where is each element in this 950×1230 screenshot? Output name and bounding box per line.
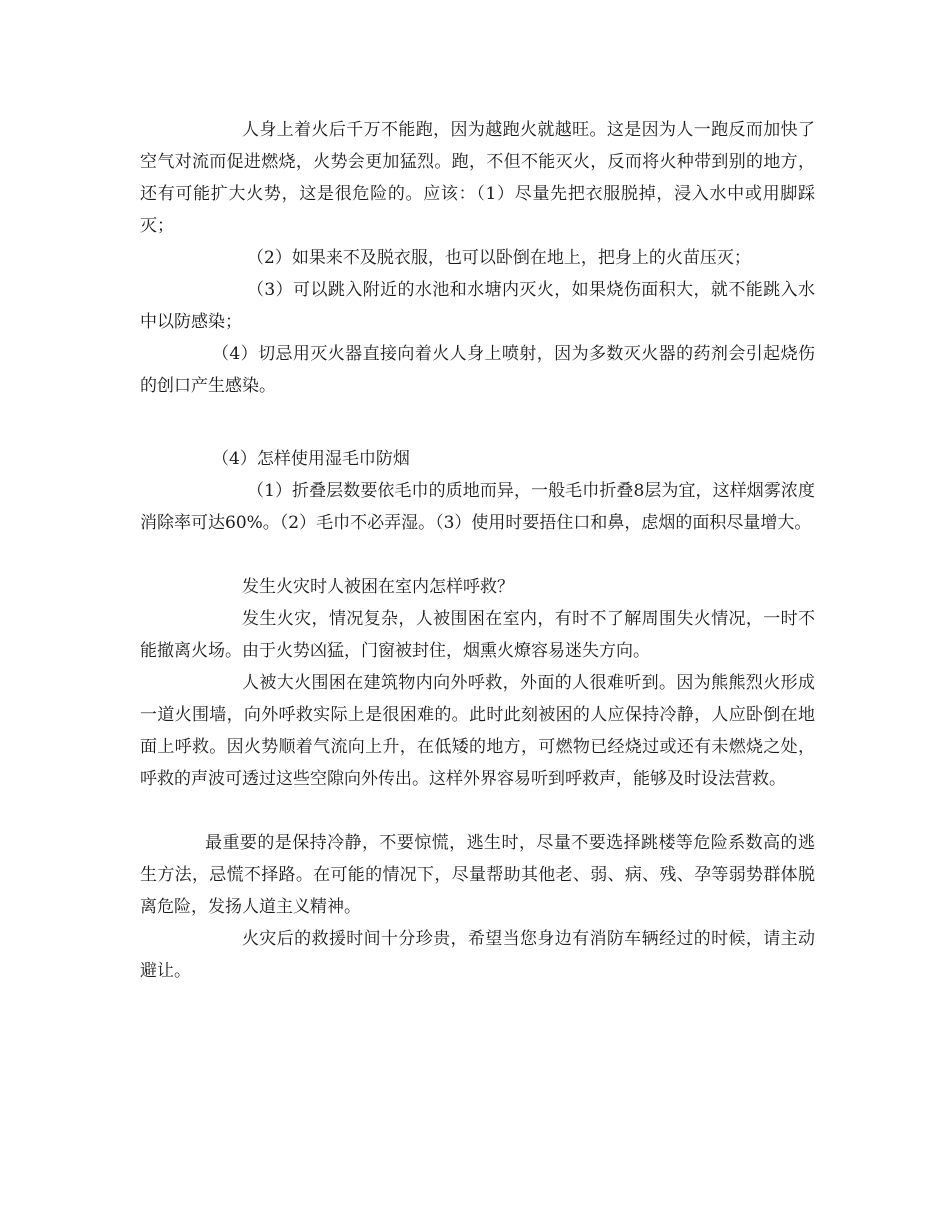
paragraph-towel-folding: （1）折叠层数要依毛巾的质地而异，一般毛巾折叠8层为宜，这样烟雾浓度消除率可达60%。（2）毛巾不必弄湿。（3）使用时要捂住口和鼻，虑烟的面积尽量增大。 (140, 481, 815, 533)
paragraph-body-fire-on-person: 人身上着火后千万不能跑，因为越跑火就越旺。这是因为人一跑反而加快了空气对流而促进燃烧，火势会更加猛烈。跑，不但不能灭火，反而将火种带到别的地方，还有可能扩大火势，这是很危险的。应该：（1）尽量先把衣服脱掉，浸入水中或用脚踩灭； (140, 120, 815, 236)
section-heading-wet-towel: （4）怎样使用湿毛巾防烟 (212, 449, 410, 469)
paragraph-calling-for-help: 人被大火围困在建筑物内向外呼救，外面的人很难听到。因为熊熊烈火形成一道火围墙，向外呼救实际上是很困难的。此时此刻被困的人应保持冷静，人应卧倒在地面上呼救。因火势顺着气流向上升，在低矮的地方，可燃物已经烧过或还有未燃烧之处，呼救的声波可透过这些空隙向外传出。这样外界容易听到呼救声，能够及时设法营救。 (140, 673, 815, 789)
paragraph-stay-calm: 最重要的是保持冷静，不要惊慌，逃生时，尽量不要选择跳楼等危险系数高的逃生方法，忌慌不择路。在可能的情况下，尽量帮助其他老、弱、病、残、孕等弱势群体脱离危险，发扬人道主义精神。 (140, 833, 815, 917)
paragraph-no-extinguisher: （4）切忌用灭火器直接向着火人身上喷射，因为多数灭火器的药剂会引起烧伤的创口产生感染。 (140, 344, 815, 396)
paragraph-roll-on-ground: （2）如果来不及脱衣服，也可以卧倒在地上，把身上的火苗压灭； (247, 248, 751, 268)
paragraph-give-way: 火灾后的救援时间十分珍贵，希望当您身边有消防车辆经过的时候，请主动避让。 (140, 929, 815, 981)
paragraph-trapped-indoors: 发生火灾，情况复杂，人被围困在室内，有时不了解周围失火情况，一时不能撤离火场。由于火势凶猛，门窗被封住，烟熏火燎容易迷失方向。 (140, 609, 815, 661)
paragraph-jump-into-water: （3）可以跳入附近的水池和水塘内灭火，如果烧伤面积大，就不能跳入水中以防感染； (140, 280, 815, 332)
section-heading-call-for-help: 发生火灾时人被困在室内怎样呼救？ (242, 577, 514, 597)
